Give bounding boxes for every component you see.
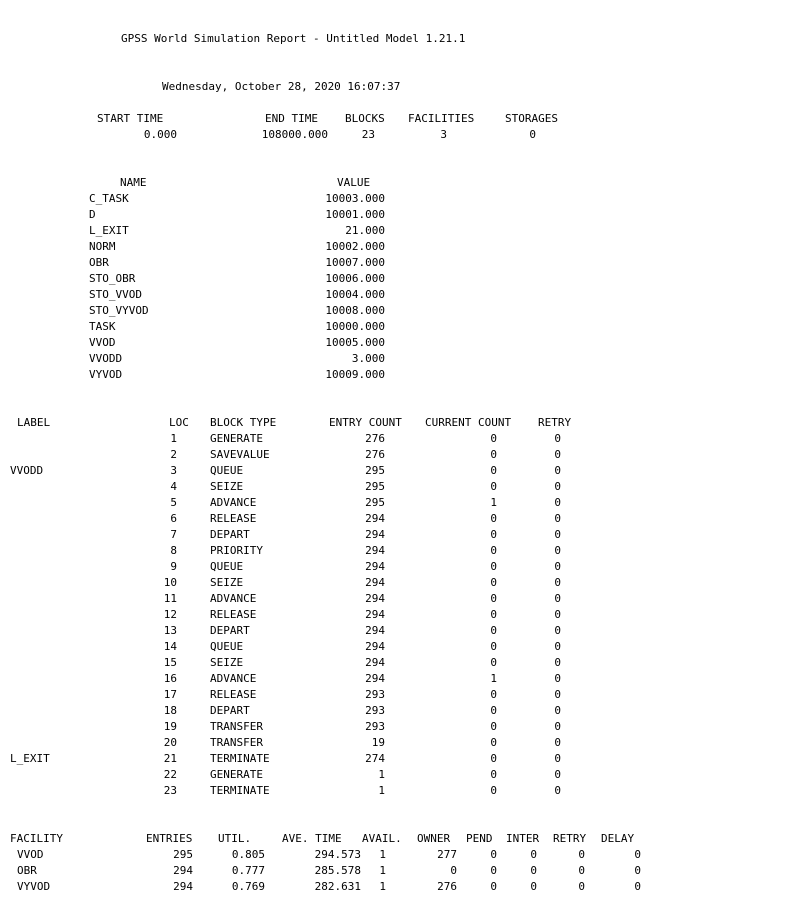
summary-value: 3 [440, 128, 447, 141]
block-current-count: 1 [490, 496, 497, 509]
block-retry: 0 [554, 768, 561, 781]
block-type: RELEASE [210, 608, 257, 621]
block-current-count: 0 [490, 704, 497, 717]
summary-value: 108000.000 [261, 128, 328, 141]
facility-value: 0 [634, 880, 641, 893]
name-value: 10006.000 [325, 272, 385, 285]
name-label: STO_VVOD [89, 288, 142, 301]
blocks-header-label: LABEL [17, 416, 51, 429]
facility-name: OBR [17, 864, 37, 877]
facilities-header: INTER [506, 832, 540, 845]
facility-value: 285.578 [314, 864, 361, 877]
summary-header: START TIME [97, 112, 164, 125]
facility-value: 0.805 [231, 848, 265, 861]
facility-value: 0 [490, 880, 497, 893]
block-entry-count: 295 [365, 496, 385, 509]
facility-value: 0 [530, 848, 537, 861]
facility-value: 1 [379, 848, 386, 861]
block-loc: 1 [170, 432, 177, 445]
block-loc: 4 [170, 480, 177, 493]
block-current-count: 0 [490, 624, 497, 637]
block-current-count: 0 [490, 560, 497, 573]
block-loc: 6 [170, 512, 177, 525]
block-type: SEIZE [210, 576, 244, 589]
block-type: GENERATE [210, 432, 263, 445]
block-entry-count: 294 [365, 608, 385, 621]
block-entry-count: 293 [365, 704, 385, 717]
blocks-header-entry: ENTRY COUNT [329, 416, 402, 429]
block-entry-count: 295 [365, 464, 385, 477]
facility-value: 0 [634, 864, 641, 877]
block-entry-count: 276 [365, 448, 385, 461]
block-type: SEIZE [210, 480, 244, 493]
blocks-header-type: BLOCK TYPE [210, 416, 277, 429]
block-type: TERMINATE [210, 752, 270, 765]
block-type: ADVANCE [210, 496, 257, 509]
block-entry-count: 1 [378, 784, 385, 797]
block-type: TRANSFER [210, 736, 263, 749]
block-entry-count: 294 [365, 560, 385, 573]
block-loc: 2 [170, 448, 177, 461]
block-current-count: 0 [490, 752, 497, 765]
block-type: QUEUE [210, 464, 244, 477]
block-retry: 0 [554, 736, 561, 749]
name-value: 10002.000 [325, 240, 385, 253]
block-type: ADVANCE [210, 672, 257, 685]
name-label: STO_VYVOD [89, 304, 149, 317]
block-current-count: 0 [490, 784, 497, 797]
names-header-value: VALUE [337, 176, 371, 189]
block-loc: 3 [170, 464, 177, 477]
block-loc: 10 [163, 576, 177, 589]
block-retry: 0 [554, 480, 561, 493]
facility-value: 0 [450, 864, 457, 877]
block-current-count: 0 [490, 480, 497, 493]
summary-value: 0.000 [143, 128, 177, 141]
block-retry: 0 [554, 560, 561, 573]
block-entry-count: 294 [365, 624, 385, 637]
facility-value: 0.769 [231, 880, 265, 893]
facility-name: VYVOD [17, 880, 51, 893]
name-value: 10000.000 [325, 320, 385, 333]
block-loc: 5 [170, 496, 177, 509]
block-loc: 23 [163, 784, 177, 797]
block-entry-count: 274 [365, 752, 385, 765]
block-current-count: 0 [490, 432, 497, 445]
block-loc: 19 [163, 720, 177, 733]
block-loc: 8 [170, 544, 177, 557]
block-retry: 0 [554, 656, 561, 669]
facilities-header: ENTRIES [146, 832, 193, 845]
facility-value: 294 [173, 880, 193, 893]
facility-value: 0 [578, 880, 585, 893]
block-loc: 11 [163, 592, 177, 605]
block-loc: 9 [170, 560, 177, 573]
facility-value: 294.573 [314, 848, 361, 861]
name-value: 10009.000 [325, 368, 385, 381]
name-label: VVOD [89, 336, 116, 349]
facilities-header: AVE. TIME [282, 832, 342, 845]
block-current-count: 1 [490, 672, 497, 685]
block-type: SAVEVALUE [210, 448, 270, 461]
summary-value: 23 [361, 128, 375, 141]
name-label: OBR [89, 256, 109, 269]
block-retry: 0 [554, 640, 561, 653]
block-type: SEIZE [210, 656, 244, 669]
facility-value: 0 [530, 864, 537, 877]
name-value: 10003.000 [325, 192, 385, 205]
block-type: TRANSFER [210, 720, 263, 733]
block-loc: 18 [163, 704, 177, 717]
facility-value: 0 [578, 864, 585, 877]
block-current-count: 0 [490, 544, 497, 557]
name-label: VVODD [89, 352, 123, 365]
block-retry: 0 [554, 784, 561, 797]
block-current-count: 0 [490, 768, 497, 781]
facility-value: 0.777 [231, 864, 265, 877]
block-type: DEPART [210, 528, 250, 541]
block-entry-count: 294 [365, 512, 385, 525]
block-current-count: 0 [490, 592, 497, 605]
block-label: L_EXIT [10, 752, 50, 765]
facilities-header: FACILITY [10, 832, 63, 845]
facility-value: 282.631 [314, 880, 361, 893]
name-value: 21.000 [345, 224, 385, 237]
names-header-name: NAME [120, 176, 147, 189]
block-loc: 17 [163, 688, 177, 701]
block-current-count: 0 [490, 528, 497, 541]
name-label: VYVOD [89, 368, 123, 381]
block-retry: 0 [554, 592, 561, 605]
facility-value: 0 [490, 864, 497, 877]
facility-value: 0 [578, 848, 585, 861]
facility-value: 0 [530, 880, 537, 893]
block-retry: 0 [554, 448, 561, 461]
report-datetime: Wednesday, October 28, 2020 16:07:37 [162, 80, 401, 93]
summary-header: BLOCKS [345, 112, 385, 125]
block-loc: 21 [163, 752, 177, 765]
block-retry: 0 [554, 720, 561, 733]
block-current-count: 0 [490, 640, 497, 653]
name-label: L_EXIT [89, 224, 129, 237]
block-retry: 0 [554, 752, 561, 765]
block-entry-count: 294 [365, 672, 385, 685]
facility-value: 0 [490, 848, 497, 861]
facilities-header: PEND [466, 832, 493, 845]
name-label: C_TASK [89, 192, 129, 205]
summary-header: END TIME [265, 112, 318, 125]
block-loc: 16 [163, 672, 177, 685]
block-entry-count: 1 [378, 768, 385, 781]
summary-header: STORAGES [505, 112, 558, 125]
facilities-header: RETRY [553, 832, 587, 845]
block-entry-count: 293 [365, 688, 385, 701]
facility-name: VVOD [17, 848, 44, 861]
block-type: PRIORITY [210, 544, 263, 557]
facility-value: 277 [437, 848, 457, 861]
block-retry: 0 [554, 688, 561, 701]
facility-value: 1 [379, 880, 386, 893]
blocks-header-current: CURRENT COUNT [425, 416, 512, 429]
facility-value: 276 [437, 880, 457, 893]
name-value: 3.000 [351, 352, 385, 365]
name-label: STO_OBR [89, 272, 136, 285]
block-current-count: 0 [490, 464, 497, 477]
facilities-header: OWNER [417, 832, 451, 845]
name-label: D [89, 208, 96, 221]
block-entry-count: 294 [365, 528, 385, 541]
block-loc: 20 [163, 736, 177, 749]
block-retry: 0 [554, 672, 561, 685]
block-type: QUEUE [210, 560, 244, 573]
block-current-count: 0 [490, 448, 497, 461]
name-value: 10008.000 [325, 304, 385, 317]
block-retry: 0 [554, 496, 561, 509]
block-retry: 0 [554, 464, 561, 477]
facility-value: 0 [634, 848, 641, 861]
block-type: DEPART [210, 624, 250, 637]
block-current-count: 0 [490, 512, 497, 525]
block-current-count: 0 [490, 656, 497, 669]
name-value: 10007.000 [325, 256, 385, 269]
block-entry-count: 19 [371, 736, 385, 749]
block-type: RELEASE [210, 688, 257, 701]
facilities-header: AVAIL. [362, 832, 402, 845]
summary-value: 0 [529, 128, 536, 141]
block-retry: 0 [554, 432, 561, 445]
block-entry-count: 294 [365, 640, 385, 653]
block-loc: 13 [163, 624, 177, 637]
blocks-header-retry: RETRY [538, 416, 572, 429]
name-value: 10001.000 [325, 208, 385, 221]
block-current-count: 0 [490, 688, 497, 701]
summary-header: FACILITIES [408, 112, 475, 125]
block-retry: 0 [554, 608, 561, 621]
block-retry: 0 [554, 576, 561, 589]
block-type: TERMINATE [210, 784, 270, 797]
block-entry-count: 294 [365, 592, 385, 605]
report-title: GPSS World Simulation Report - Untitled Model 1.21.1 [121, 32, 466, 45]
block-entry-count: 294 [365, 544, 385, 557]
block-loc: 15 [163, 656, 177, 669]
block-retry: 0 [554, 544, 561, 557]
block-entry-count: 294 [365, 576, 385, 589]
block-type: DEPART [210, 704, 250, 717]
block-current-count: 0 [490, 608, 497, 621]
block-entry-count: 295 [365, 480, 385, 493]
block-type: GENERATE [210, 768, 263, 781]
block-type: ADVANCE [210, 592, 257, 605]
block-retry: 0 [554, 512, 561, 525]
block-type: QUEUE [210, 640, 244, 653]
name-value: 10004.000 [325, 288, 385, 301]
block-type: RELEASE [210, 512, 257, 525]
facility-value: 294 [173, 864, 193, 877]
block-label: VVODD [10, 464, 44, 477]
block-retry: 0 [554, 704, 561, 717]
facility-value: 295 [173, 848, 193, 861]
name-value: 10005.000 [325, 336, 385, 349]
facilities-header: DELAY [601, 832, 635, 845]
block-entry-count: 276 [365, 432, 385, 445]
block-retry: 0 [554, 528, 561, 541]
block-loc: 12 [163, 608, 177, 621]
block-loc: 22 [163, 768, 177, 781]
name-label: NORM [89, 240, 116, 253]
block-loc: 14 [163, 640, 177, 653]
block-current-count: 0 [490, 576, 497, 589]
block-current-count: 0 [490, 736, 497, 749]
block-retry: 0 [554, 624, 561, 637]
name-label: TASK [89, 320, 116, 333]
facilities-header: UTIL. [218, 832, 252, 845]
block-loc: 7 [170, 528, 177, 541]
facility-value: 1 [379, 864, 386, 877]
blocks-header-loc: LOC [169, 416, 189, 429]
block-entry-count: 293 [365, 720, 385, 733]
block-current-count: 0 [490, 720, 497, 733]
block-entry-count: 294 [365, 656, 385, 669]
